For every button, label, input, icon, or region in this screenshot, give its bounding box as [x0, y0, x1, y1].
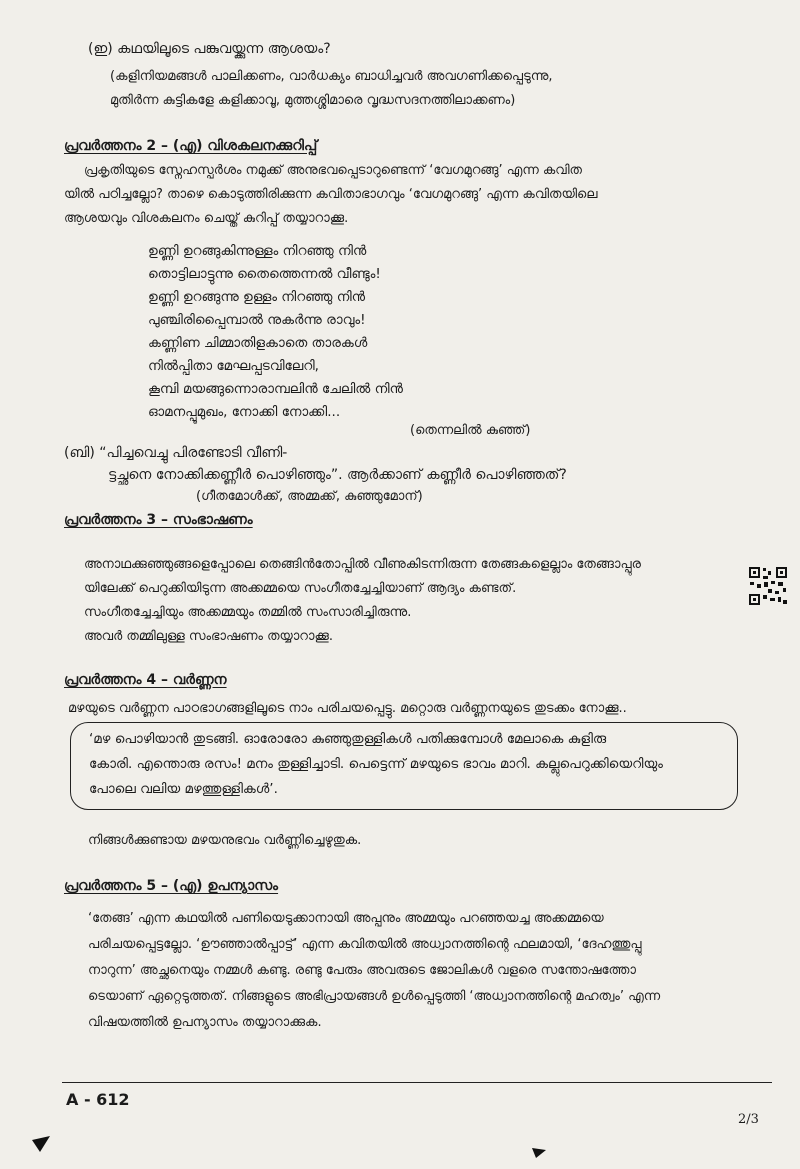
- question-e-options-1: (കളിനിയമങ്ങൾ പാലിക്കണം, വാർധക്യം ബാധിച്ചവർ അവഗണിക്കപ്പെടുന്നു,: [110, 69, 553, 84]
- poem-line: കൂമ്പി മയങ്ങുന്നൊരാമ്പലിൻ ചേലിൽ നിൻ: [148, 381, 403, 397]
- activity-4-intro: മഴയുടെ വർണ്ണന പാഠഭാഗങ്ങളിലൂടെ നാം പരിചയപ്പെട്ടു. മറ്റൊരു വർണ്ണനയുടെ തുടക്കം നോക്കൂ..: [68, 701, 627, 716]
- activity-5-line-4: ടെയാണ് ഏറ്റെടുത്തത്. നിങ്ങളുടെ അഭിപ്രായങ്ങൾ ഉൾപ്പെടുത്തി ‘അധ്വാനത്തിന്റെ മഹത്വം’ എന്ന: [88, 989, 661, 1004]
- paper-code: A - 612: [66, 1090, 130, 1109]
- poem-line: പുഞ്ചിരിപ്പൈമ്പാൽ നുകർന്നു രാവും!: [148, 312, 366, 328]
- activity-3-line-1: അനാഥക്കുഞ്ഞുങ്ങളെപ്പോലെ തെങ്ങിൻതോപ്പിൽ വീണുകിടന്നിരുന്ന തേങ്ങകളെല്ലാം തേങ്ങാപ്പുര: [84, 557, 641, 572]
- activity-5-line-5: വിഷയത്തിൽ ഉപന്യാസം തയ്യാറാക്കുക.: [88, 1015, 322, 1030]
- qr-code-icon: [748, 566, 788, 606]
- activity-3-title: പ്രവർത്തനം 3 – സംഭാഷണം: [64, 512, 253, 528]
- question-b-line-1: (ബി) “പിച്ചവെച്ചു പിരണ്ടോടി വീണി-: [64, 445, 288, 461]
- question-b-line-2: ട്ടച്ഛനെ നോക്കിക്കണ്ണീർ പൊഴിഞ്ഞും”. ആർക്കാണ് കണ്ണീർ പൊഴിഞ്ഞത്?: [108, 467, 567, 483]
- question-e: (ഇ) കഥയിലൂടെ പങ്കുവയ്ക്കുന്ന ആശയം?: [88, 41, 331, 57]
- scan-mark-center-icon: [530, 1146, 548, 1160]
- page-number: 2/3: [738, 1112, 759, 1127]
- quote-line-1: ‘മഴ പൊഴിയാൻ തുടങ്ങി. ഓരോരോ കുഞ്ഞുതുള്ളികൾ പതിക്കുമ്പോൾ മേലാകെ കുളിരു: [89, 731, 607, 747]
- footer-rule: [62, 1082, 772, 1083]
- activity-2-title: പ്രവർത്തനം 2 – (എ) വിശകലനക്കുറിപ്പ്: [64, 138, 318, 154]
- activity-3-line-2: യിലേക്ക് പെറുക്കിയിടുന്ന അക്കമ്മയെ സംഗീതച്ചേച്ചിയാണ് ആദ്യം കണ്ടത്.: [84, 581, 517, 596]
- question-b-options: (ഗീതമോൾക്ക്, അമ്മക്ക്, കുഞ്ഞുമോന്): [196, 489, 423, 504]
- poem-line: ഉണ്ണി ഉറങ്ങുകിന്നുള്ളം നിറഞ്ഞു നിൻ: [148, 243, 367, 259]
- activity-4-task: നിങ്ങൾക്കുണ്ടായ മഴയനുഭവം വർണ്ണിച്ചെഴുതുക.: [88, 833, 362, 848]
- activity-5-line-3: നാറുന്ന’ അച്ഛനെയും നമ്മൾ കണ്ടു. രണ്ടു പേരും അവരുടെ ജോലികൾ വളരെ സന്തോഷത്തോ: [88, 963, 636, 978]
- activity-2-para-1: പ്രകൃതിയുടെ സ്നേഹസ്പർശം നമുക്ക് അനുഭവപ്പെടാറുണ്ടെന്ന് ‘വേഗമുറങ്ങു’ എന്ന കവിത: [84, 163, 582, 178]
- quote-line-3: പോലെ വലിയ മഴത്തുള്ളികൾ’.: [89, 781, 278, 797]
- poem-block: [148, 240, 403, 424]
- activity-3-line-3: സംഗീതച്ചേച്ചിയും അക്കമ്മയും തമ്മിൽ സംസാരിച്ചിരുന്നു.: [84, 605, 412, 620]
- activity-5-title: പ്രവർത്തനം 5 – (എ) ഉപന്യാസം: [64, 878, 279, 894]
- activity-5-line-2: പരിചയപ്പെട്ടല്ലോ. ‘ഊഞ്ഞാൽപ്പാട്ട്’ എന്ന കവിതയിൽ അധ്വാനത്തിന്റെ ഫലമായി, ‘ദേഹത്തുപ്പു: [88, 937, 642, 952]
- quote-line-2: കോരി. എന്തൊരു രസം! മനം തുള്ളിച്ചാടി. പെട്ടെന്ന് മഴയുടെ ഭാവം മാറി. കല്ലുപെറുക്കിയെറിയും: [89, 756, 663, 772]
- quote-box: [70, 722, 738, 810]
- poem-line: കണ്ണിണ ചിമ്മാതിളകാതെ താരകൾ: [148, 335, 368, 351]
- poem-line: തൊട്ടിലാട്ടുന്നു തൈത്തെന്നൽ വീണ്ടും!: [148, 266, 381, 282]
- poem-line: നിൽപ്പിതാ മേഘപ്പടവിലേറി,: [148, 358, 319, 374]
- question-e-options-2: മുതിർന്ന കുട്ടികളേ കളിക്കാവൂ, മുത്തശ്ശിമാരെ വൃദ്ധസദനത്തിലാക്കണം): [110, 93, 516, 108]
- activity-3-line-4: അവർ തമ്മിലുള്ള സംഭാഷണം തയ്യാറാക്കൂ.: [84, 629, 333, 644]
- poem-line: ഓമനപ്പൂമുഖം, നോക്കി നോക്കി...: [148, 404, 341, 420]
- poem-line: ഉണ്ണി ഉറങ്ങുന്നു ഉള്ളം നിറഞ്ഞു നിൻ: [148, 289, 366, 305]
- scan-mark-left-icon: [30, 1134, 52, 1154]
- activity-5-line-1: ‘തേങ്ങ’ എന്ന കഥയിൽ പണിയെടുക്കാനായി അപ്പനും അമ്മയും പറഞ്ഞയച്ച അക്കമ്മയെ: [88, 911, 604, 926]
- activity-2-para-2: യിൽ പഠിച്ചല്ലോ? താഴെ കൊടുത്തിരിക്കുന്ന കവിതാഭാഗവും ‘വേഗമുറങ്ങു’ എന്ന കവിതയിലെ: [64, 187, 598, 202]
- activity-2-para-3: ആശയവും വിശകലനം ചെയ്ത് കുറിപ്പ് തയ്യാറാക്കൂ.: [64, 211, 349, 226]
- poem-source: (തെന്നലിൽ കുഞ്ഞ്): [410, 423, 531, 438]
- activity-4-title: പ്രവർത്തനം 4 – വർണ്ണന: [64, 672, 227, 688]
